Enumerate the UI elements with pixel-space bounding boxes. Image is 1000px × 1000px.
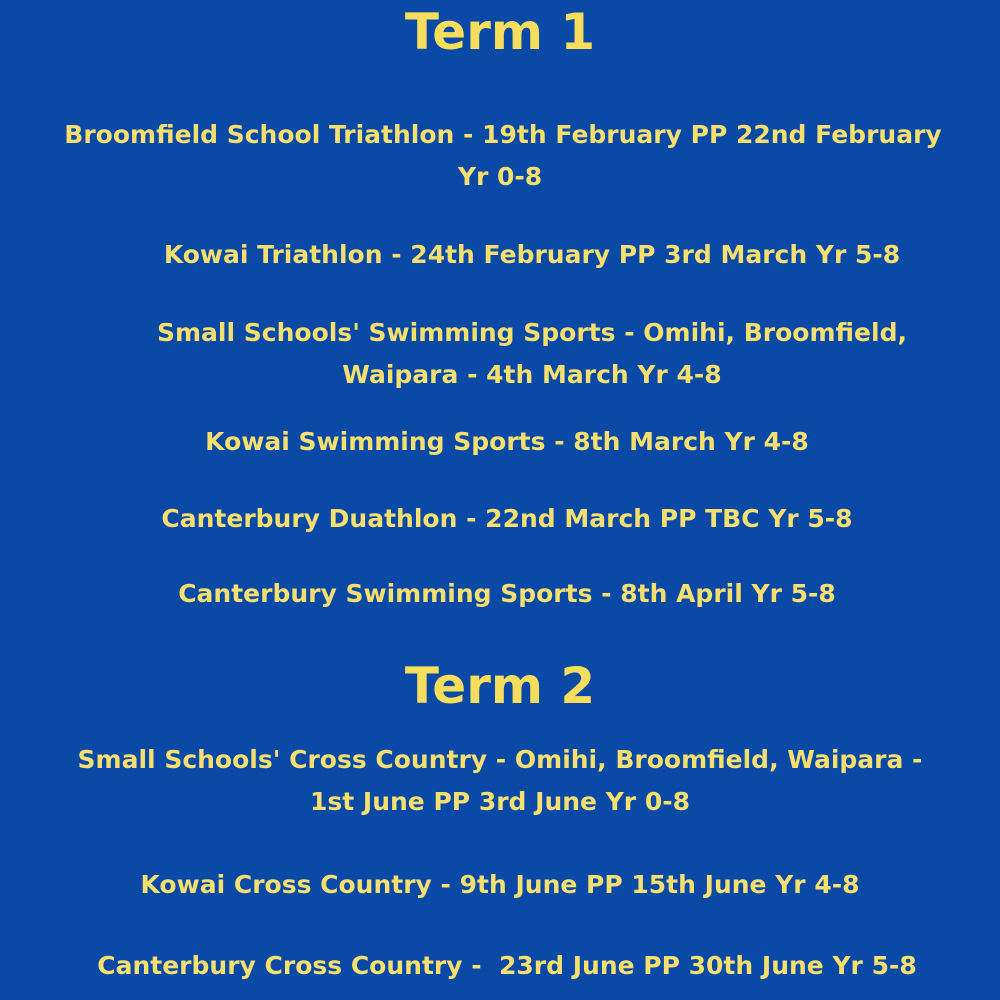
event-line: Kowai Cross Country - 9th June PP 15th June Yr 4-8 xyxy=(140,870,860,899)
event-line: Small Schools' Cross Country - Omihi, Broomfield, Waipara - xyxy=(77,745,923,774)
event-line: Canterbury Cross Country - 23rd June PP 30th June Yr 5-8 xyxy=(97,951,917,980)
event-kowai-cross-country xyxy=(0,864,1000,906)
event-line: Kowai Swimming Sports - 8th March Yr 4-8 xyxy=(205,427,809,456)
event-broomfield-triathlon xyxy=(0,114,1000,198)
event-line: Kowai Triathlon - 24th February PP 3rd March Yr 5-8 xyxy=(163,240,901,269)
event-kowai-triathlon xyxy=(0,234,1000,276)
event-line: Broomfield School Triathlon - 19th February PP 22nd February xyxy=(64,120,942,149)
event-kowai-swimming xyxy=(0,421,1000,463)
event-line: 1st June PP 3rd June Yr 0-8 xyxy=(309,787,691,816)
event-canterbury-swimming xyxy=(0,573,1000,615)
event-canterbury-duathlon xyxy=(0,498,1000,540)
term-1-heading: Term 1 xyxy=(404,3,596,61)
event-small-schools-swimming xyxy=(0,312,1000,396)
event-canterbury-cross-country xyxy=(0,945,1000,987)
event-small-schools-cross-country xyxy=(0,739,1000,823)
event-line: Small Schools' Swimming Sports - Omihi, Broomfield, xyxy=(157,318,907,347)
event-line: Waipara - 4th March Yr 4-8 xyxy=(342,360,722,389)
term-2-heading: Term 2 xyxy=(404,657,596,715)
event-line: Canterbury Duathlon - 22nd March PP TBC Yr 5-8 xyxy=(161,504,853,533)
event-line: Yr 0-8 xyxy=(457,162,543,191)
event-line: Canterbury Swimming Sports - 8th April Yr 5-8 xyxy=(178,579,836,608)
